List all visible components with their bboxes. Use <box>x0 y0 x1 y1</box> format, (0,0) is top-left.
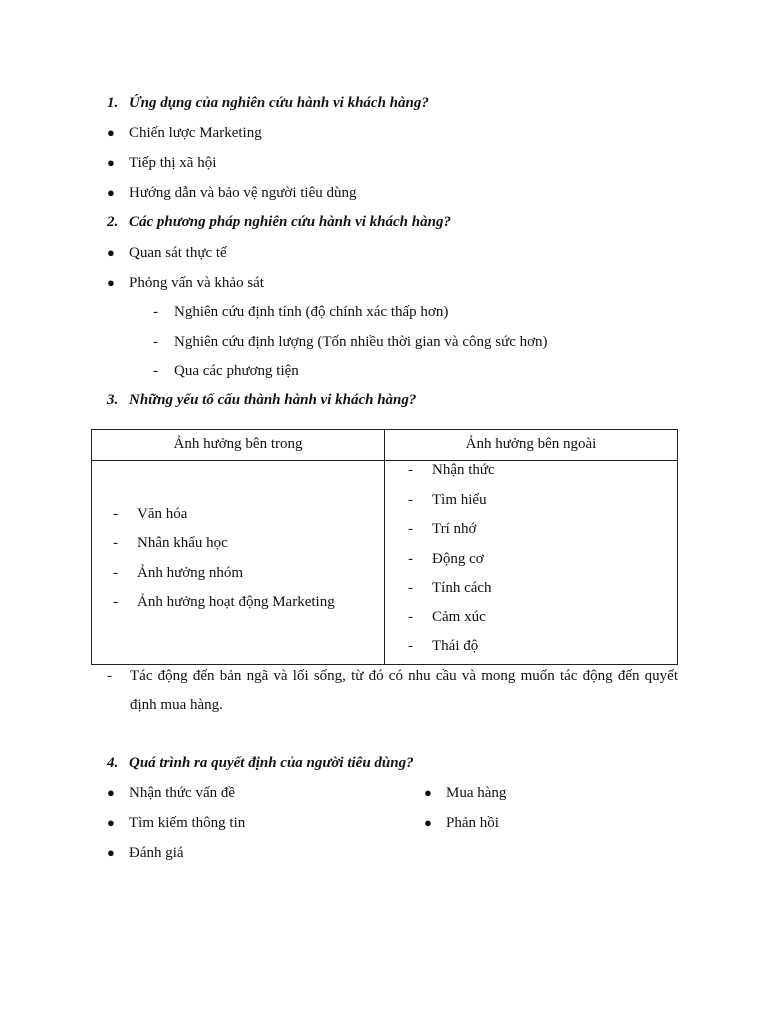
list-item: ● Tìm kiếm thông tin <box>107 815 246 831</box>
section-3-number: 3. <box>107 392 119 408</box>
bullet-icon: ● <box>107 245 115 260</box>
list-item: ● Nhận thức vấn đề <box>107 785 236 801</box>
section-4-number: 4. <box>107 755 119 771</box>
section-1-title: Ứng dụng của nghiên cứu hành vi khách hàng? <box>129 95 429 111</box>
table-cell-internal: - Ảnh hưởng hoạt động Marketing <box>113 594 335 610</box>
bullet-icon: ● <box>107 275 115 290</box>
bullet-icon: ● <box>107 185 115 200</box>
section-3-heading <box>107 391 416 409</box>
section-2-title: Các phương pháp nghiên cứu hành vi khách hàng? <box>129 214 451 230</box>
dash-marker: - <box>113 535 118 551</box>
dash-marker: - <box>408 609 413 625</box>
table-header-divider <box>92 460 677 461</box>
dash-marker: - <box>408 638 413 654</box>
list-item: ● Đánh giá <box>107 845 184 861</box>
list-item: ● Chiến lược Marketing <box>107 125 262 141</box>
list-item: ● Phản hồi <box>424 815 499 831</box>
sub-list-item: - Nghiên cứu định lượng (Tốn nhiều thời gian và công sức hơn) <box>153 334 548 350</box>
table-cell-external: - Động cơ <box>408 551 484 567</box>
section-3-note <box>107 662 678 720</box>
dash-marker: - <box>113 565 118 581</box>
bullet-icon: ● <box>107 125 115 140</box>
bullet-icon: ● <box>424 785 432 800</box>
list-item: ● Mua hàng <box>424 785 507 801</box>
bullet-icon: ● <box>107 815 115 830</box>
list-item: ● Quan sát thực tế <box>107 245 227 261</box>
sub-list-item: - Qua các phương tiện <box>153 363 299 379</box>
dash-marker: - <box>408 462 413 478</box>
dash-marker: - <box>408 551 413 567</box>
dash-marker: - <box>408 492 413 508</box>
list-item: ● Phỏng vấn và khảo sát <box>107 275 264 291</box>
table-header-external: Ảnh hưởng bên ngoài <box>465 436 597 452</box>
dash-marker: - <box>153 363 158 379</box>
list-item: ● Tiếp thị xã hội <box>107 155 217 171</box>
section-1-number: 1. <box>107 95 119 111</box>
bullet-icon: ● <box>107 845 115 860</box>
dash-marker: - <box>408 580 413 596</box>
section-3-title: Những yếu tố cấu thành hành vi khách hàng? <box>129 392 417 408</box>
section-4-heading <box>107 754 414 772</box>
influence-table <box>91 429 678 665</box>
bullet-icon: ● <box>107 785 115 800</box>
table-header-internal: Ảnh hưởng bên trong <box>173 436 303 452</box>
bullet-icon: ● <box>107 155 115 170</box>
table-cell-external: - Nhận thức <box>408 462 495 478</box>
table-cell-external: - Trí nhớ <box>408 521 477 537</box>
dash-marker: - <box>153 304 158 320</box>
section-1-heading <box>107 94 429 112</box>
section-3-note-text: Tác động đến bản ngã và lối sống, từ đó có nhu cầu và mong muốn tác động đến quyết định mua hàng. <box>130 668 678 713</box>
table-cell-internal: - Văn hóa <box>113 506 188 522</box>
dash-marker: - <box>107 668 112 684</box>
table-cell-external: - Thái độ <box>408 638 479 654</box>
table-cell-internal: - Nhân khẩu học <box>113 535 228 551</box>
table-cell-external: - Cảm xúc <box>408 609 486 625</box>
section-2-number: 2. <box>107 214 119 230</box>
dash-marker: - <box>113 594 118 610</box>
bullet-icon: ● <box>424 815 432 830</box>
list-item: ● Hướng dẫn và bảo vệ người tiêu dùng <box>107 185 357 201</box>
dash-marker: - <box>113 506 118 522</box>
dash-marker: - <box>153 334 158 350</box>
table-cell-external: - Tìm hiểu <box>408 492 487 508</box>
table-cell-external: - Tính cách <box>408 580 492 596</box>
table-column-divider <box>384 430 385 664</box>
section-2-heading <box>107 213 451 231</box>
table-cell-internal: - Ảnh hưởng nhóm <box>113 565 244 581</box>
dash-marker: - <box>408 521 413 537</box>
sub-list-item: - Nghiên cứu định tính (độ chính xác thấp hơn) <box>153 304 449 320</box>
section-4-title: Quá trình ra quyết định của người tiêu dùng? <box>129 755 414 771</box>
